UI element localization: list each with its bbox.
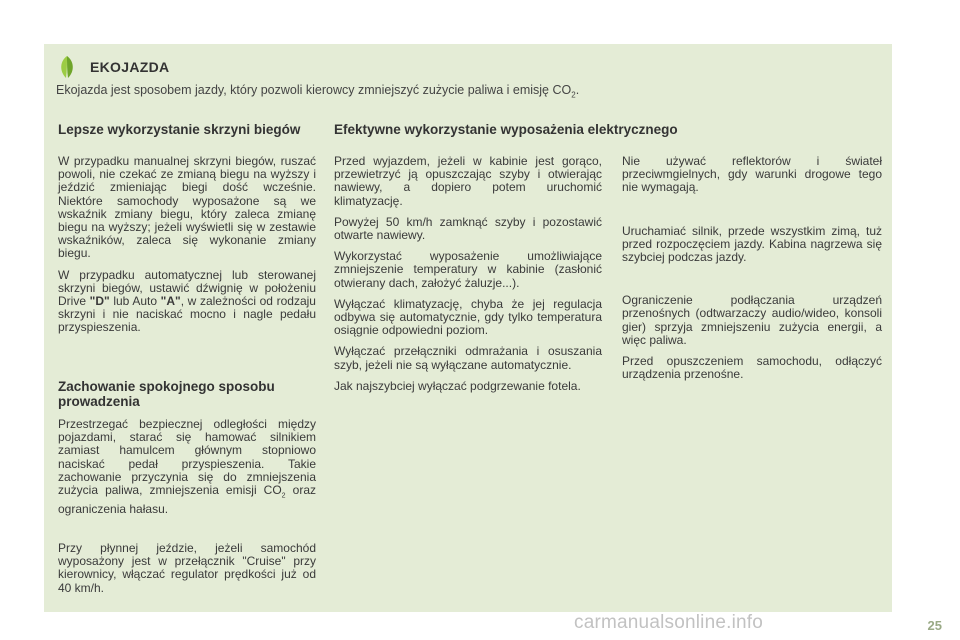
heading-calm-driving: Zachowanie spokojnego sposobu prowadzenia bbox=[58, 379, 275, 409]
intro-text: Ekojazda jest sposobem jazdy, który pozwoli kierowcy zmniejszyć zużycie paliwa i emisję $CO_2$. bbox=[56, 83, 580, 100]
page-number: 25 bbox=[927, 618, 942, 633]
electrical-col2: Przed wyjazdem, jeżeli w kabinie jest gorąco, przewietrzyć ją opuszczając szyby i otwierając nawiewy, a dopiero potem uruchomić klimatyzację. Powyżej 50 km/h zamknąć szyby i pozostawić otwarte nawiewy. Wykorzystać wyposażenie umożliwiające zmniejszenie temperatury w kabinie (zasłonić otwierany dach, założyć żaluzje...). Wyłączać klimatyzację, chyba że jej regulacja odbywa się automatycznie, gdy tylko temperatura osiągnie odpowiedni poziom. Wyłączać przełączniki odmrażania i osuszania szyb, jeżeli nie są wyłączane automatycznie. Jak najszybciej wyłączać podgrzewanie fotela. bbox=[334, 154, 602, 393]
electrical-col3: Nie używać reflektorów i świateł przeciwmgielnych, gdy warunki drogowe tego nie wymagają. Uruchamiać silnik, przede wszystkim zimą, tuż przed rozpoczęciem jazdy. Kabina nagrzewa się szybciej podczas jazdy. Ograniczenie podłączania urządzeń przenośnych (odtwarzaczy audio/wideo, konsoli gier) sprzyja zmniejszeniu zużycia energii, a więc paliwa. Przed opuszczeniem samochodu, odłączyć urządzenia przenośne. bbox=[622, 154, 882, 382]
calm-driving-text: Przestrzegać bezpiecznej odległości między pojazdami, starać się hamować silnikiem zamiast hamulcem głównym stopniowo naciskać pedał przyspieszenia. Takie zachowanie przyczynia się do zmniejszenia zużycia paliwa, zmniejszenia emisji $CO_2$ oraz ograniczenia hałasu. bbox=[58, 417, 316, 516]
heading-electrical: Efektywne wykorzystanie wyposażenia elektrycznego bbox=[334, 122, 678, 137]
heading-gearbox: Lepsze wykorzystanie skrzyni biegów bbox=[58, 122, 301, 137]
cruise-text: Przy płynnej jeździe, jeżeli samochód wyposażony jest w przełącznik "Cruise" przy kierownicy, włączać regulator prędkości już od 40 km/h. bbox=[58, 541, 316, 595]
watermark: carmanualsonline.info bbox=[574, 612, 764, 633]
leaf-icon bbox=[56, 55, 78, 79]
section-header bbox=[56, 55, 169, 79]
page-title: EKOJAZDA bbox=[90, 59, 170, 75]
gearbox-text: W przypadku manualnej skrzyni biegów, ruszać powoli, nie czekać ze zmianą biegu na wyższy i jeździć zmieniając biegi dość wcześnie. Niektóre samochody wyposażone są we wskaźnik zmiany biegu, który zaleca zmianę biegu na wyższy; jeżeli wyświetli się w zestawie wskaźników, zaleca się wykonanie zmiany biegu. W przypadku automatycznej lub sterowanej skrzyni biegów, ustawić dźwignię w położeniu Drive "D" lub Auto "A", w zależności od rodzaju skrzyni i nie naciskać mocno i nagle pedału przyspieszenia. bbox=[58, 154, 316, 335]
